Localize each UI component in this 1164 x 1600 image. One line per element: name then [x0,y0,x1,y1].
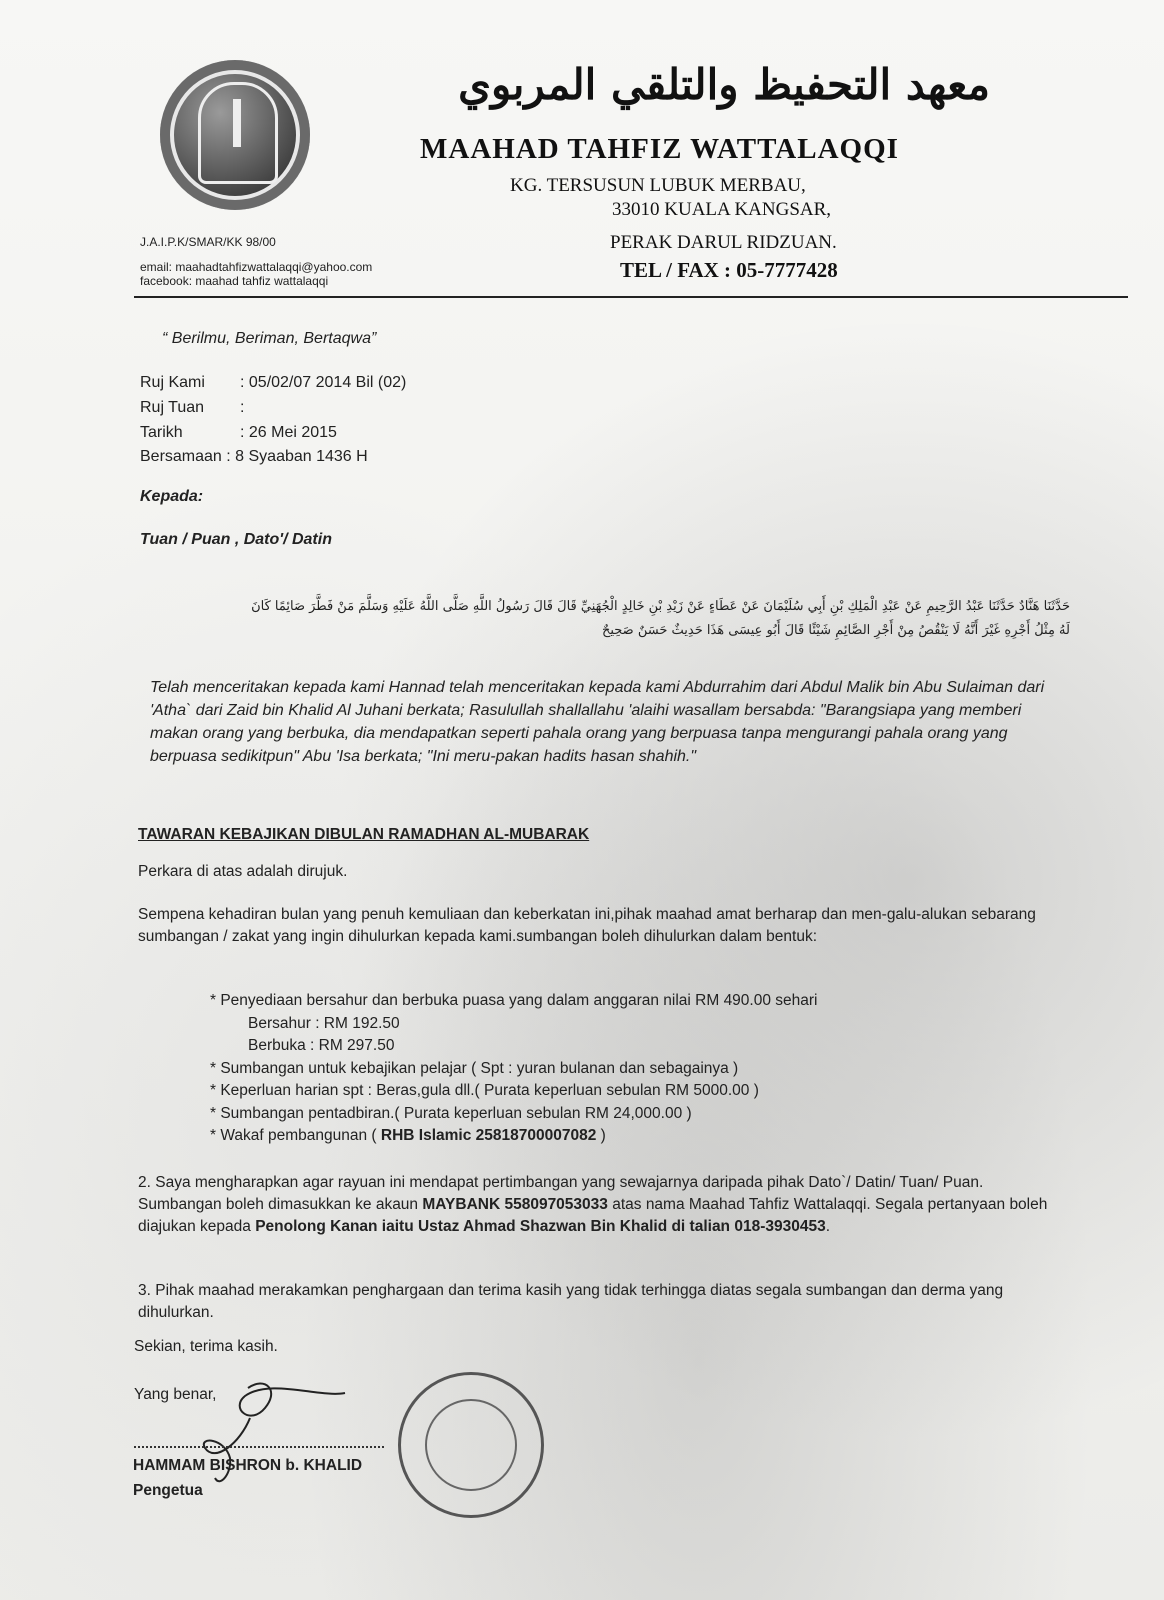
bank-account-rhb: RHB Islamic 25818700007082 [380,1127,597,1144]
list-subitem-buka: Berbuka : RM 297.50 [248,1037,395,1054]
arabic-institution-name: معهد التحفيظ والتلقي المربوي [458,60,990,109]
address-line-3: PERAK DARUL RIDZUAN. [610,232,837,253]
tel-fax: TEL / FAX : 05-7777428 [620,258,838,282]
intro-paragraph: Sempena kehadiran bulan yang penuh kemuliaan dan keberkatan ini,pihak maahad amat berharap dan men-galu-alukan sebarang sumbangan / zakat yang ingin dihulurkan kepada kami.sumbangan boleh dihulurkan dalam bentuk: [138,906,1036,945]
letter-subject: TAWARAN KEBAJIKAN DIBULAN RAMADHAN AL-MUBARAK [138,826,590,843]
signatory-name: HAMMAM BISHRON b. KHALID [133,1457,363,1474]
list-item: * Penyediaan bersahur dan berbuka puasa yang dalam anggaran nilai RM 490.00 sehari [210,992,818,1009]
hadith-arabic-line-1: حَدَّثَنَا هَنَّادٌ حَدَّثَنَا عَبْدُ الرَّحِيمِ عَنْ عَبْدِ الْمَلِكِ بْنِ أَبِي سُلَيْمَانَ عَنْ عَطَاءٍ عَنْ زَيْدِ بْنِ خَالِدٍ الْجُهَنِيِّ قَالَ قَالَ رَسُولُ اللَّهِ صَلَّى اللَّهُ عَلَيْهِ وَسَلَّمَ مَنْ فَطَّرَ صَائِمًا كَانَ [251,599,1070,614]
ref-yours [140,399,244,417]
reference-paragraph: Perkara di atas adalah dirujuk. [138,863,348,880]
contact-person: Penolong Kanan iaitu Ustaz Ahmad Shazwan Bin Khalid di talian 018-3930453 [255,1218,826,1235]
ref-yours-label: Ruj Tuan [140,399,205,416]
stamp-inner-ring [425,1399,517,1491]
institution-name: MAAHAD TAHFIZ WATTALAQQI [420,133,899,165]
date [140,424,337,442]
valediction: Yang benar, [134,1386,217,1403]
facebook-line: facebook: maahad tahfiz wattalaqqi [140,274,329,288]
address-line-2: 33010 KUALA KANGSAR, [612,199,832,220]
donation-list [210,990,818,1148]
list-item: * Keperluan harian spt : Beras,gula dll.( Purata keperluan sebulan RM 5000.00 ) [210,1082,759,1099]
paragraph-3: 3. Pihak maahad merakamkan penghargaan dan terima kasih yang tidak terhingga diatas segala sumbangan dan derma yang dihulurkan. [138,1282,1004,1321]
bank-account-maybank: MAYBANK 558097053033 [422,1196,608,1213]
signatory-role: Pengetua [133,1482,203,1499]
ref-ours [140,374,406,392]
ref-ours-label: Ruj Kami [140,374,205,391]
signature [170,1368,370,1498]
address-line-1: KG. TERSUSUN LUBUK MERBAU, [510,175,806,196]
list-item: * Wakaf pembangunan ( RHB Islamic 25818700007082 ) [210,1127,606,1144]
list-subitem-sahur: Bersahur : RM 192.50 [248,1014,400,1032]
hadith-translation: Telah menceritakan kepada kami Hannad telah menceritakan kepada kami Abdurrahim dari Abdul Malik bin Abu Sulaiman dari 'Atha` dari Zaid bin Khalid Al Juhani berkata; Rasulullah shallallahu 'alaihi wasallam bersabda: "Barangsiapa yang memberi makan orang yang berbuka, dia mendapatkan seperti pahala orang yang berpuasa tanpa mengurangi pahala orang yang berpuasa sedikitpun" Abu 'Isa berkata; "Ini meru-pakan hadits hasan shahih." [150,679,1045,765]
list-item: * Sumbangan pentadbiran.( Purata keperluan sebulan RM 24,000.00 ) [210,1104,692,1122]
email-line: email: maahadtahfizwattalaqqi@yahoo.com [140,260,373,274]
hadith-arabic-line-2: لَهُ مِثْلُ أَجْرِهِ غَيْرَ أَنَّهُ لَا يَنْقُصُ مِنْ أَجْرِ الصَّائِمِ شَيْئًا قَالَ أَبُو عِيسَى هَذَا حَدِيثٌ حَسَنٌ صَحِيحٌ [601,623,1070,638]
registration-number: J.A.I.P.K/SMAR/KK 98/00 [140,235,276,249]
list-item: * Sumbangan untuk kebajikan pelajar ( Spt : yuran bulanan dan sebagainya ) [210,1059,739,1077]
official-stamp [398,1372,544,1518]
paragraph-2: 2. Saya mengharapkan agar rayuan ini mendapat pertimbangan yang sewajarnya daripada pihak Dato`/ Datin/ Tuan/ Puan. Sumbangan boleh dimasukkan ke akaun MAYBANK 558097053033 atas nama Maahad Tahfiz Wattalaqqi. Segala pertanyaan boleh diajukan kepada Penolong Kanan iaitu Ustaz Ahmad Shazwan Bin Khalid di talian 018-3930453. [138,1174,1048,1235]
signature-line [134,1446,384,1448]
hadith-arabic [160,595,1070,643]
date-label: Tarikh [140,424,183,441]
recipient-label: Kepada: [140,488,204,505]
hijri-date: Bersamaan : 8 Syaaban 1436 H [140,448,368,465]
closing: Sekian, terima kasih. [134,1338,278,1355]
header-divider [134,296,1128,298]
date-value: : 26 Mei 2015 [240,424,337,441]
ref-yours-value: : [240,399,245,416]
ref-ours-value: : 05/02/07 2014 Bil (02) [240,374,407,391]
motto: “ Berilmu, Beriman, Bertaqwa” [162,330,377,347]
salutation: Tuan / Puan , Dato'/ Datin [140,531,332,548]
institution-logo [160,60,310,210]
mosque-icon [198,82,278,184]
